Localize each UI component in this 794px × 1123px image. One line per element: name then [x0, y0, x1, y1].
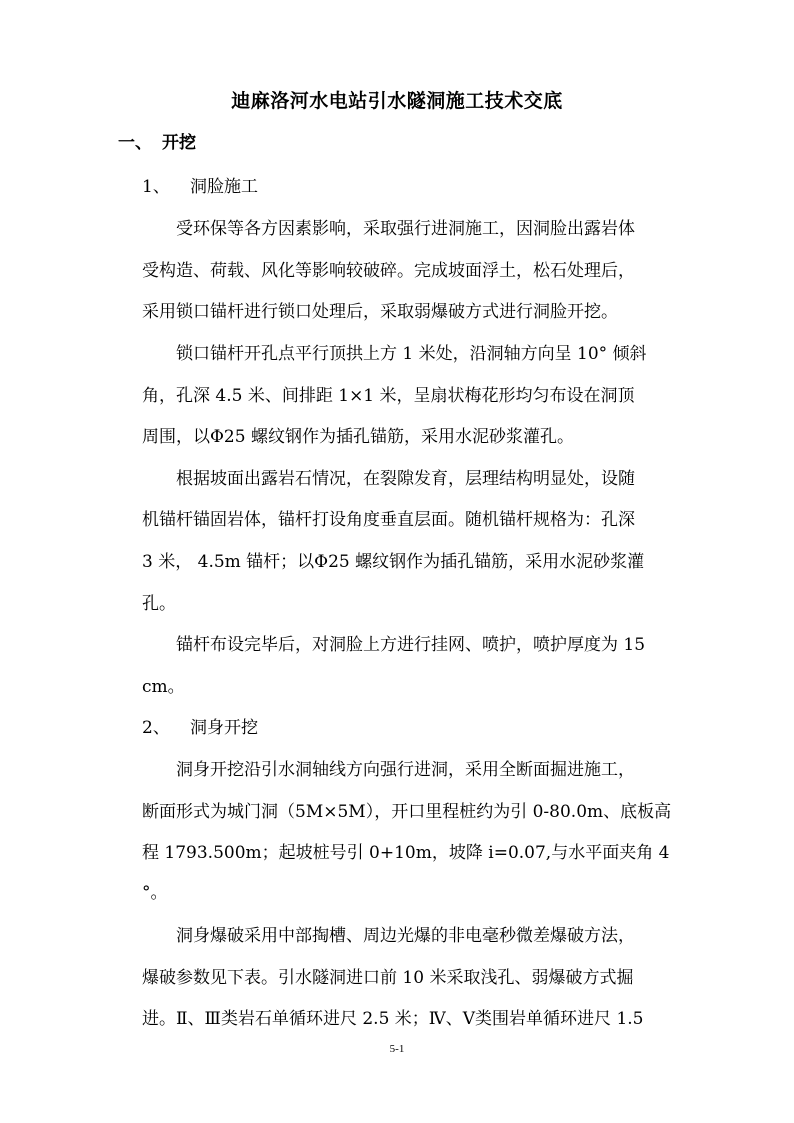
paragraph-line: 进。Ⅱ、Ⅲ类岩石单循环进尺 2.5 米；Ⅳ、Ⅴ类围岩单循环进尺 1.5 — [142, 1009, 644, 1029]
section-number: 一、 — [118, 133, 152, 153]
paragraph-line: 采用锁口锚杆进行锁口处理后，采取弱爆破方式进行洞脸开挖。 — [142, 302, 618, 322]
paragraph-line: °。 — [142, 883, 168, 903]
paragraph-line: 根据坡面出露岩石情况，在裂隙发育，层理结构明显处，设随 — [176, 469, 635, 489]
paragraph-line: 机锚杆锚固岩体，锚杆打设角度垂直层面。随机锚杆规格为：孔深 — [142, 510, 635, 530]
subsection-title: 洞身开挖 — [190, 718, 258, 738]
paragraph-line: 3 米， 4.5m 锚杆；以Φ25 螺纹钢作为插孔锚筋，采用水泥砂浆灌 — [142, 552, 645, 572]
subsection-heading-portal — [142, 172, 258, 197]
subsection-title: 洞脸施工 — [190, 177, 258, 197]
section-title: 开挖 — [162, 133, 196, 153]
paragraph-line: cm。 — [142, 677, 185, 697]
paragraph-line: 受环保等各方因素影响，采取强行进洞施工，因洞脸出露岩体 — [176, 219, 635, 239]
section-heading-excavation — [118, 128, 196, 153]
paragraph-line: 洞身爆破采用中部掏槽、周边光爆的非电毫秒微差爆破方法， — [176, 926, 635, 946]
paragraph-line: 受构造、荷载、风化等影响较破碎。完成坡面浮土，松石处理后， — [142, 261, 635, 281]
subsection-number: 1、 — [142, 177, 170, 197]
page-number: 5-1 — [389, 1043, 405, 1055]
document-title: 迪麻洛河水电站引水隧洞施工技术交底 — [231, 90, 563, 112]
paragraph-line: 锁口锚杆开孔点平行顶拱上方 1 米处，沿洞轴方向呈 10° 倾斜 — [176, 344, 647, 364]
paragraph-line: 角，孔深 4.5 米、间排距 1×1 米，呈扇状梅花形均匀布设在洞顶 — [142, 386, 635, 406]
subsection-heading-tunnel-body — [142, 713, 258, 738]
paragraph-line: 锚杆布设完毕后，对洞脸上方进行挂网、喷护，喷护厚度为 15 — [176, 635, 646, 655]
paragraph-line: 周围，以Φ25 螺纹钢作为插孔锚筋，采用水泥砂浆灌孔。 — [142, 427, 574, 447]
paragraph-line: 爆破参数见下表。引水隧洞进口前 10 米采取浅孔、弱爆破方式掘 — [142, 968, 634, 988]
paragraph-line: 程 1793.500m；起坡桩号引 0+10m，坡降 i=0.07,与水平面夹角 4 — [142, 843, 670, 863]
subsection-number: 2、 — [142, 718, 170, 738]
paragraph-line: 洞身开挖沿引水洞轴线方向强行进洞，采用全断面掘进施工， — [176, 760, 635, 780]
paragraph-line: 孔。 — [142, 594, 176, 614]
paragraph-line: 断面形式为城门洞（5M×5M），开口里程桩约为引 0-80.0m、底板高 — [142, 802, 672, 822]
